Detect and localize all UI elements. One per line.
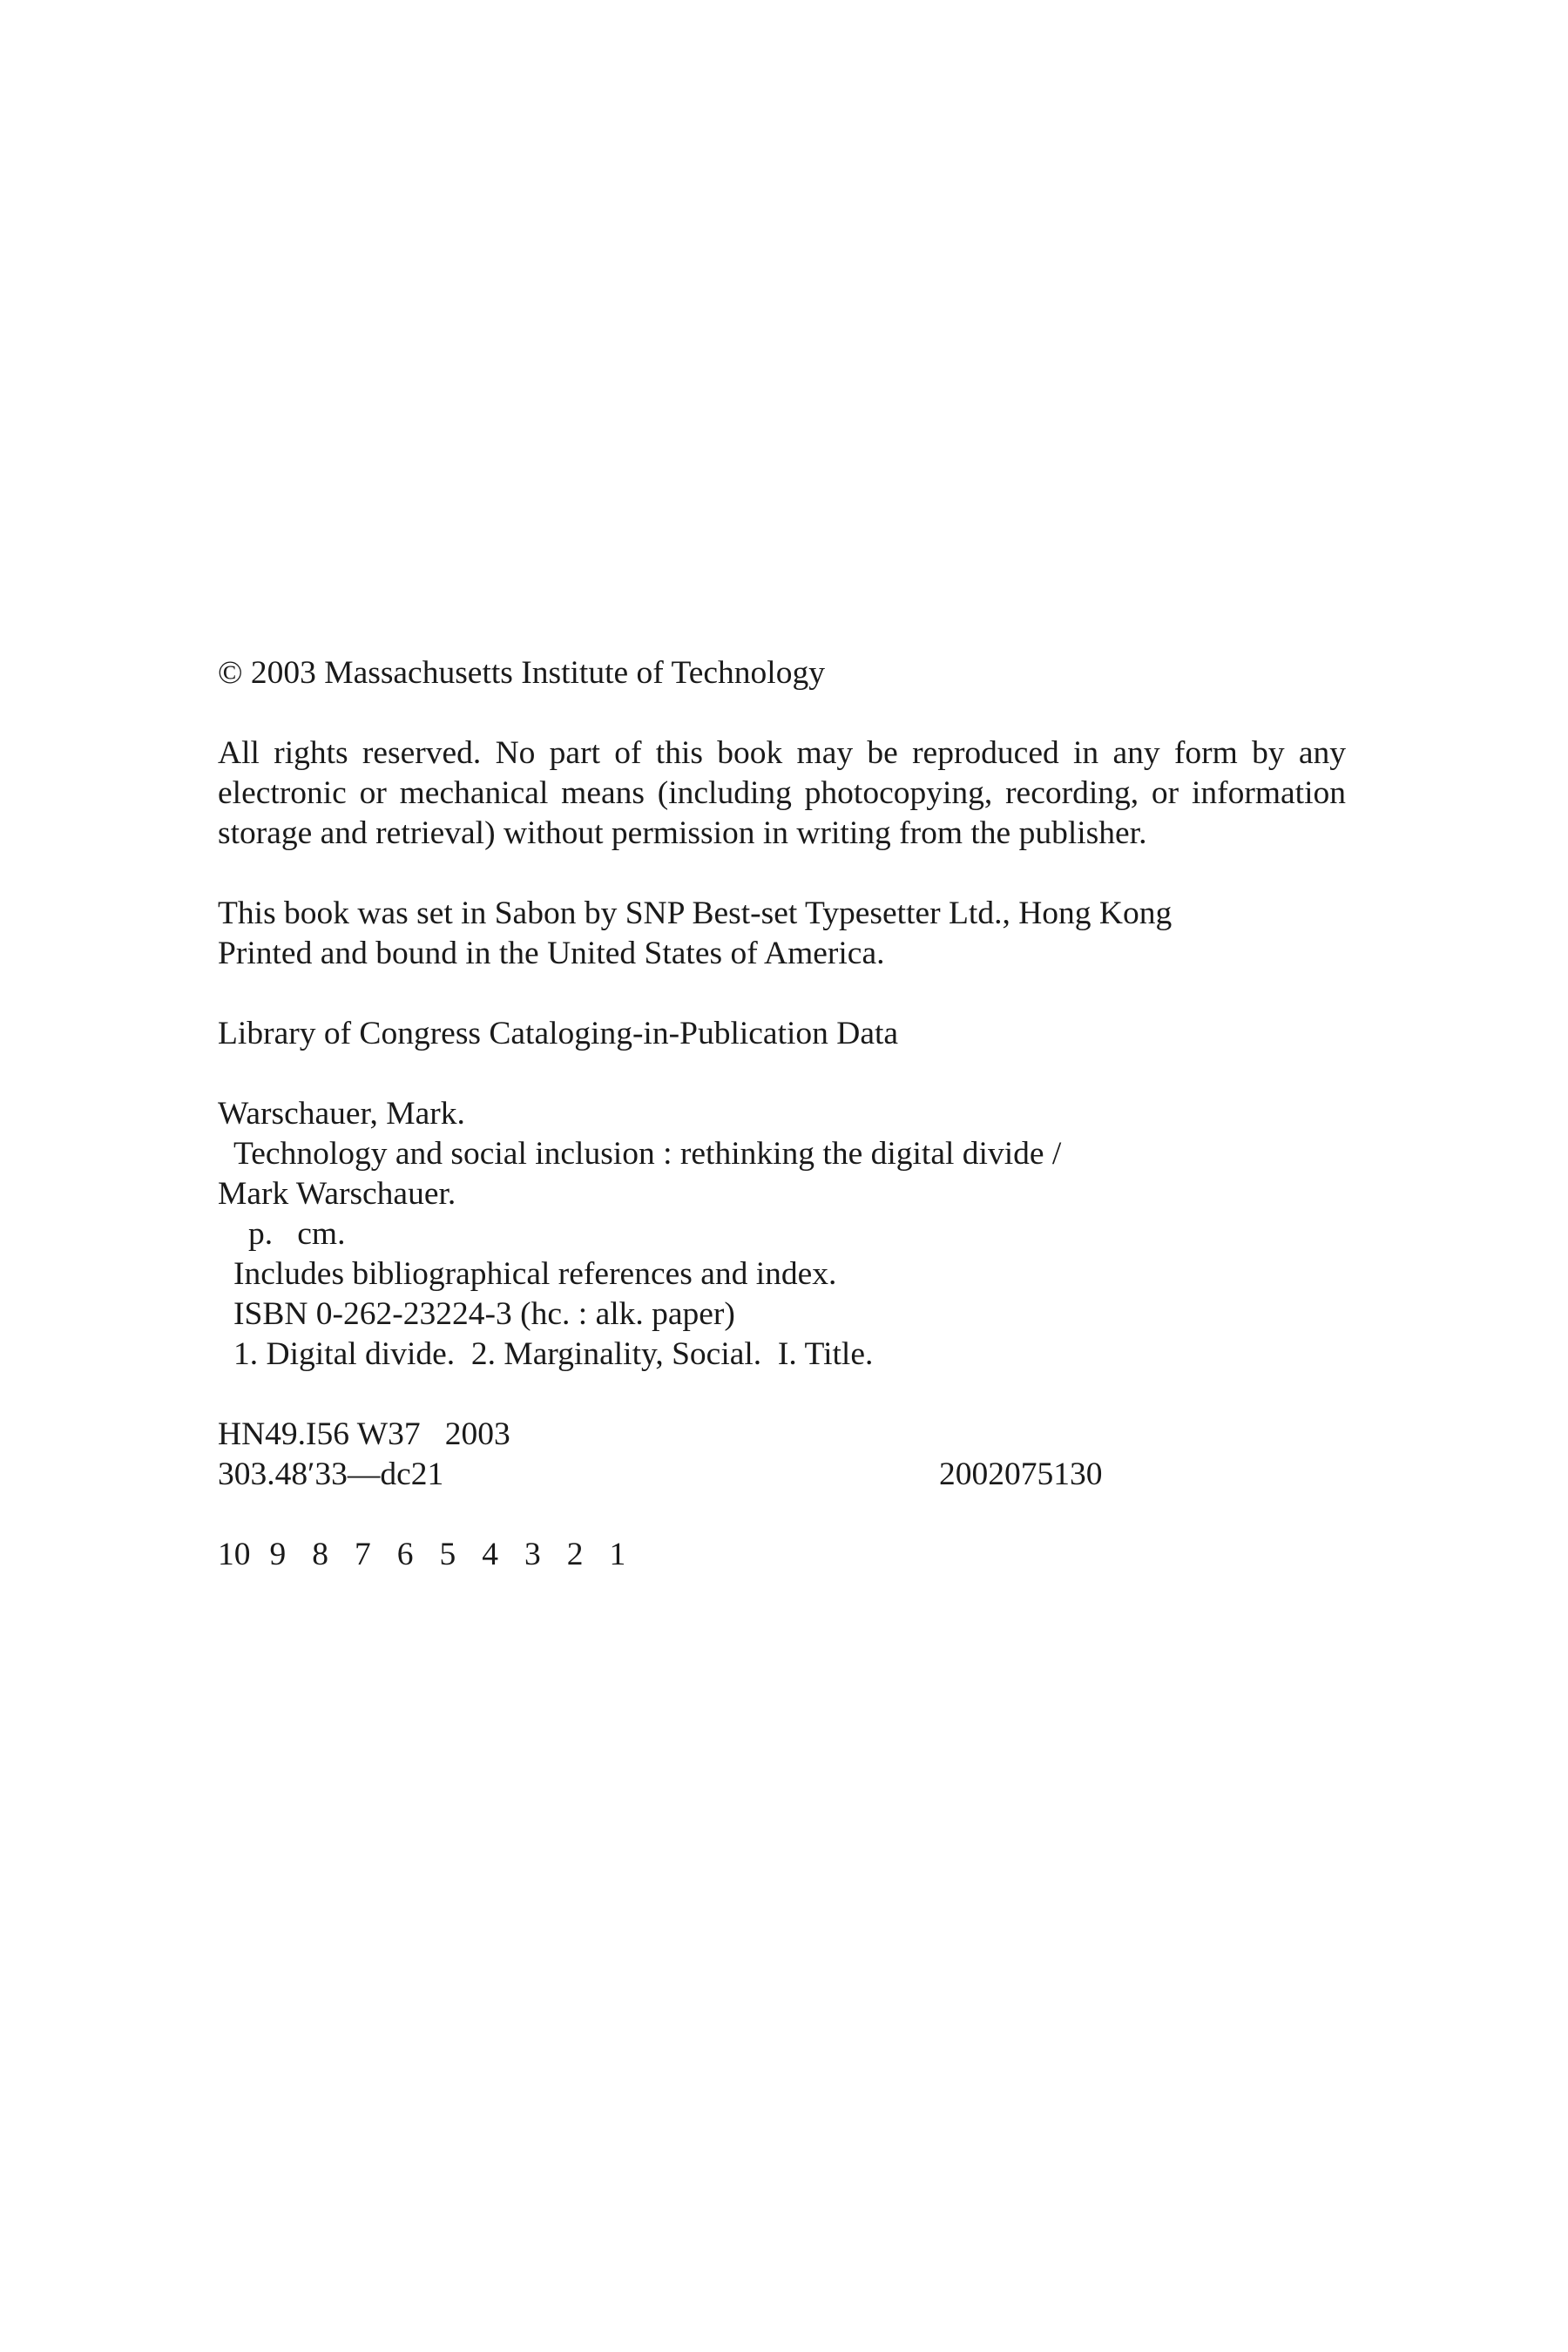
cip-pages: p. cm. bbox=[248, 1216, 346, 1252]
lccn: 2002075130 bbox=[939, 1456, 1103, 1492]
printing-number: 9 bbox=[269, 1537, 287, 1572]
cip-isbn: ISBN 0-262-23224-3 (hc. : alk. paper) bbox=[233, 1296, 735, 1332]
printing-number: 8 bbox=[312, 1537, 328, 1572]
typesetting-line: This book was set in Sabon by SNP Best-set Typesetter Ltd., Hong Kong bbox=[218, 896, 1173, 931]
dewey-number: 303.48′33—dc21 bbox=[218, 1456, 444, 1492]
lc-call-number: HN49.I56 W37 2003 bbox=[218, 1416, 510, 1452]
printing-number: 6 bbox=[396, 1537, 414, 1572]
printing-number: 1 bbox=[609, 1537, 626, 1572]
printing-number: 2 bbox=[566, 1537, 584, 1572]
classification-block bbox=[218, 1415, 1346, 1495]
cip-author: Warschauer, Mark. bbox=[218, 1096, 465, 1132]
cip-title-line-1: Technology and social inclusion : rethinking the digital divide / bbox=[233, 1136, 1062, 1172]
cip-subjects: 1. Digital divide. 2. Marginality, Social. I. Title. bbox=[233, 1336, 874, 1372]
printing-number: 5 bbox=[439, 1537, 456, 1572]
printing-number: 10 bbox=[218, 1537, 251, 1572]
cip-title-line-2: Mark Warschauer. bbox=[218, 1176, 456, 1212]
printing-number-line bbox=[218, 1535, 1346, 1575]
cip-block bbox=[218, 1094, 1346, 1375]
printing-number: 3 bbox=[524, 1537, 541, 1572]
rights-statement: All rights reserved. No part of this book may be reproduced in any form by any electronic or mechanical means (including photocopying, recording, or information storage and retrieval) without permission in writing from the publisher. bbox=[218, 735, 1346, 851]
printing-location-line: Printed and bound in the United States of America. bbox=[218, 936, 885, 971]
printing-number: 7 bbox=[355, 1537, 371, 1572]
copyright-notice: © 2003 Massachusetts Institute of Technology bbox=[218, 655, 825, 691]
cip-heading: Library of Congress Cataloging-in-Publication Data bbox=[218, 1016, 899, 1051]
cip-notes: Includes bibliographical references and index. bbox=[233, 1256, 837, 1292]
printing-number: 4 bbox=[482, 1537, 498, 1572]
copyright-page bbox=[218, 653, 1346, 1575]
